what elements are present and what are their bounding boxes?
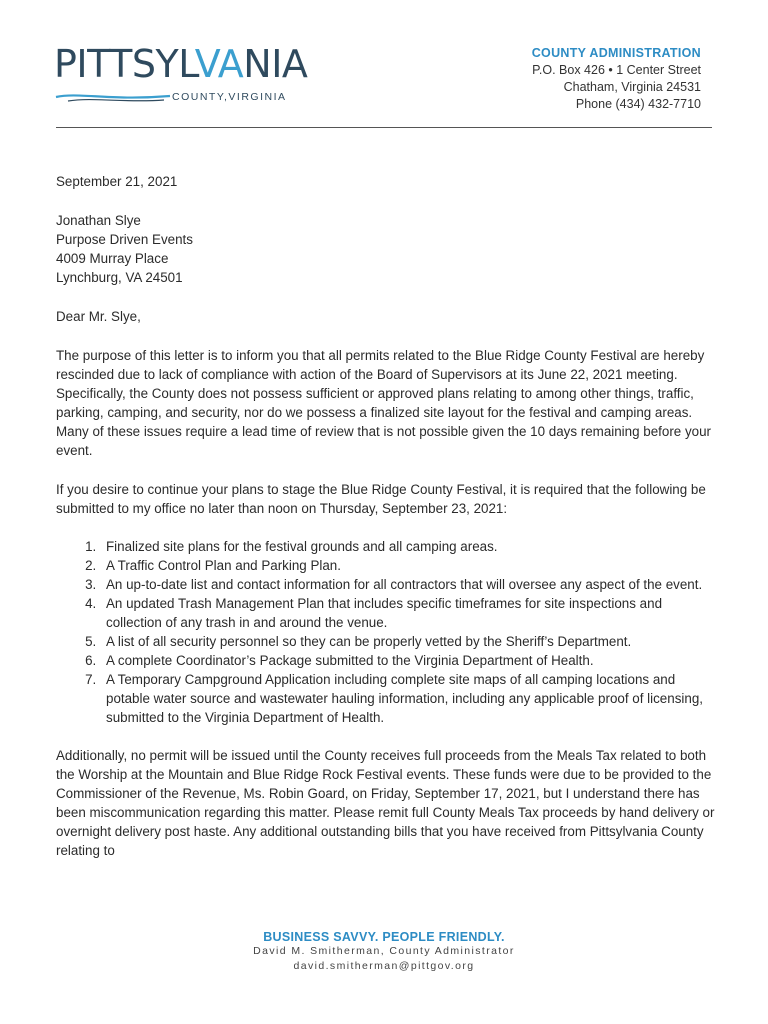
letter-footer <box>0 930 768 974</box>
recipient-name: Jonathan Slye <box>56 213 141 228</box>
requirements-list <box>56 537 716 727</box>
county-logo <box>54 42 314 110</box>
list-item: 5. A list of all security personnel so they can be properly vetted by the Sheriff’s Department. <box>100 632 716 651</box>
list-item: 6. A complete Coordinator’s Package submitted to the Virginia Department of Health. <box>100 651 716 670</box>
header-divider <box>56 127 712 128</box>
department-name: COUNTY ADMINISTRATION <box>531 46 701 60</box>
footer-email: david.smitherman@pittgov.org <box>293 960 475 972</box>
phone-number: Phone (434) 432-7710 <box>575 97 701 111</box>
logo-subtitle: COUNTY,VIRGINIA <box>172 91 287 103</box>
paragraph-rescind: The purpose of this letter is to inform you that all permits related to the Blue Ridge County Festival are hereby rescinded due to lack of compliance with action of the Board of Supervisors at its June 22, 2021 meeting. Specifically, the County does not possess sufficient or approved plans relating to among other things, traffic, parking, camping, and security, nor do we possess a finalized site layout for the festival and camping areas. Many of these issues require a lead time of review that is not possible given the 10 days remaining before your event. <box>56 348 712 458</box>
letter-date: September 21, 2021 <box>56 174 178 189</box>
list-item: 2. A Traffic Control Plan and Parking Plan. <box>100 556 716 575</box>
list-item: 7. A Temporary Campground Application including complete site maps of all camping locations and potable water source and wastewater hauling information, including any applicable proof of licensing, submitted to the Virginia Department of Health. <box>100 670 716 727</box>
footer-signer: David M. Smitherman, County Administrator <box>253 945 515 957</box>
recipient-street: 4009 Murray Place <box>56 251 169 266</box>
paragraph-requirements-intro: If you desire to continue your plans to stage the Blue Ridge County Festival, it is required that the following be submitted to my office no later than noon on Thursday, September 23, 2021: <box>56 482 706 516</box>
recipient-city: Lynchburg, VA 24501 <box>56 270 183 285</box>
letterhead-address <box>532 45 701 113</box>
recipient-org: Purpose Driven Events <box>56 232 193 247</box>
list-item: 4. An updated Trash Management Plan that includes specific timeframes for site inspections and collection of any trash in and around the venue. <box>100 594 716 632</box>
footer-tagline: BUSINESS SAVVY. PEOPLE FRIENDLY. <box>263 930 505 944</box>
address-line1: P.O. Box 426 • 1 Center Street <box>532 63 701 77</box>
logo-wave-icon <box>54 90 172 104</box>
paragraph-meals-tax: Additionally, no permit will be issued until the County receives full proceeds from the Meals Tax related to both the Worship at the Mountain and Blue Ridge Rock Festival events. These funds were due to be provided to the Commissioner of the Revenue, Ms. Robin Goard, on Friday, September 17, 2021, but I understand there has been miscommunication regarding this matter. Please remit full County Meals Tax proceeds by hand delivery or overnight delivery post haste. Any additional outstanding bills that you have received from Pittsylvania County relating to <box>56 748 715 858</box>
salutation: Dear Mr. Slye, <box>56 309 141 324</box>
list-item: 3. An up-to-date list and contact information for all contractors that will oversee any aspect of the event. <box>100 575 716 594</box>
list-item: 1. Finalized site plans for the festival grounds and all camping areas. <box>100 537 716 556</box>
address-line2: Chatham, Virginia 24531 <box>563 80 701 94</box>
logo-wordmark: PITTSYLVANIA <box>54 42 308 86</box>
letter-body <box>56 172 716 860</box>
